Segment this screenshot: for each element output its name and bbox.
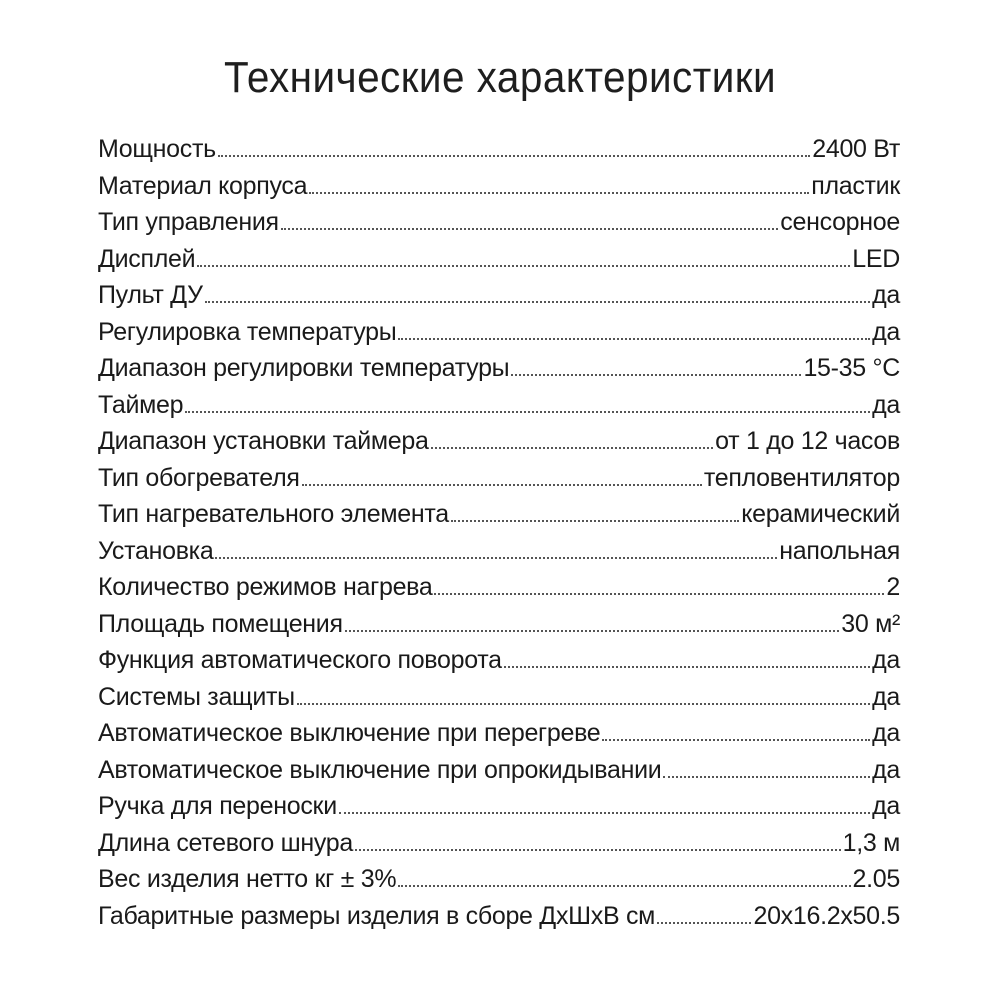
spec-row	[98, 533, 900, 570]
spec-label: Пульт ДУ	[98, 281, 203, 309]
dot-leader	[309, 192, 809, 194]
spec-row	[98, 423, 900, 460]
spec-value: 1,3 м	[842, 828, 900, 857]
spec-row	[98, 314, 900, 351]
spec-value: да	[872, 317, 900, 346]
dot-leader	[197, 265, 850, 267]
spec-value: напольная	[779, 536, 900, 565]
spec-label: Автоматическое выключение при перегреве	[98, 719, 601, 747]
spec-row	[98, 606, 900, 643]
spec-value: да	[872, 390, 900, 419]
spec-label: Установка	[98, 536, 214, 565]
spec-label: Дисплей	[98, 244, 196, 273]
dot-leader	[345, 630, 840, 632]
spec-label: Тип нагревательного элемента	[98, 500, 449, 528]
spec-value: тепловентилятор	[703, 463, 900, 492]
spec-label: Таймер	[98, 390, 184, 419]
dot-leader	[281, 228, 779, 230]
spec-row	[98, 642, 900, 679]
spec-row	[98, 715, 900, 752]
spec-value: да	[872, 719, 900, 747]
spec-value: 2400 Вт	[812, 135, 900, 163]
dot-leader	[185, 411, 870, 413]
spec-row	[98, 350, 900, 387]
dot-leader	[657, 922, 751, 924]
spec-row	[98, 460, 900, 497]
spec-value: 2.05	[852, 865, 900, 893]
spec-label: Тип обогревателя	[98, 463, 300, 492]
spec-label: Количество режимов нагрева	[98, 573, 433, 601]
spec-value: да	[872, 281, 900, 309]
dot-leader	[215, 557, 777, 559]
dot-leader	[602, 739, 870, 741]
spec-label: Мощность	[98, 135, 216, 163]
spec-row	[98, 788, 900, 825]
dot-leader	[302, 484, 702, 486]
spec-label: Площадь помещения	[98, 609, 343, 638]
spec-row	[98, 131, 900, 168]
page-title: Технические характеристики	[223, 53, 777, 102]
spec-label: Диапазон регулировки температуры	[98, 354, 510, 382]
spec-value: от 1 до 12 часов	[715, 427, 900, 455]
spec-list	[98, 131, 900, 934]
spec-label: Регулировка температуры	[98, 317, 397, 346]
spec-row	[98, 861, 900, 898]
dot-leader	[663, 776, 870, 778]
dot-leader	[434, 593, 884, 595]
spec-value: пластик	[811, 171, 900, 200]
spec-label: Диапазон установки таймера	[98, 427, 429, 455]
dot-leader	[511, 374, 801, 376]
spec-row	[98, 496, 900, 533]
spec-row	[98, 825, 900, 862]
spec-row	[98, 898, 900, 935]
spec-row	[98, 679, 900, 716]
spec-label: Габаритные размеры изделия в сборе ДхШхВ см	[98, 901, 656, 930]
dot-leader	[398, 338, 870, 340]
dot-leader	[398, 885, 850, 887]
spec-row	[98, 752, 900, 789]
dot-leader	[431, 447, 714, 449]
spec-value: 30 м²	[841, 609, 900, 638]
spec-row	[98, 168, 900, 205]
dot-leader	[205, 301, 870, 303]
spec-label: Функция автоматического поворота	[98, 646, 502, 674]
spec-value: керамический	[741, 500, 900, 528]
dot-leader	[355, 849, 841, 851]
spec-label: Системы защиты	[98, 682, 295, 711]
spec-label: Длина сетевого шнура	[98, 828, 353, 857]
spec-label: Тип управления	[98, 208, 279, 236]
dot-leader	[218, 155, 810, 157]
dot-leader	[339, 812, 870, 814]
spec-label: Материал корпуса	[98, 171, 308, 200]
dot-leader	[297, 703, 870, 705]
spec-row	[98, 241, 900, 278]
spec-label: Вес изделия нетто кг ± 3%	[98, 865, 397, 893]
spec-row	[98, 277, 900, 314]
spec-value: да	[872, 646, 900, 674]
spec-value: LED	[852, 244, 900, 273]
spec-value: 2	[886, 573, 900, 601]
spec-value: да	[872, 755, 900, 784]
spec-value: 15-35 °С	[803, 354, 900, 382]
spec-label: Автоматическое выключение при опрокидывании	[98, 755, 662, 784]
spec-value: да	[872, 792, 900, 820]
spec-value: да	[872, 682, 900, 711]
dot-leader	[504, 666, 870, 668]
spec-row	[98, 204, 900, 241]
spec-label: Ручка для переноски	[98, 792, 337, 820]
spec-value: 20х16.2х50.5	[753, 901, 900, 930]
spec-row	[98, 387, 900, 424]
spec-row	[98, 569, 900, 606]
dot-leader	[451, 520, 739, 522]
spec-value: сенсорное	[780, 208, 900, 236]
